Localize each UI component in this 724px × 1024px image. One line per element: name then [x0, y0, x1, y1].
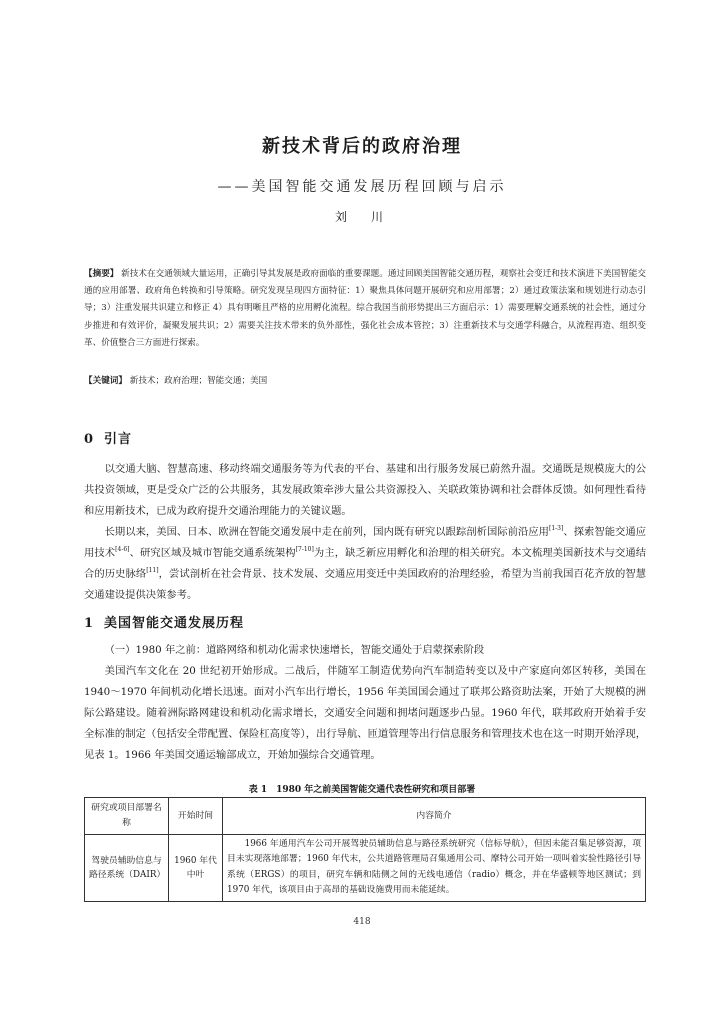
intro-text: 、研究区域及城市智能交通系统架构	[129, 547, 296, 559]
citation: [1-3]	[548, 525, 564, 532]
table-cell-time: 1960 年代中叶	[169, 835, 223, 902]
section-heading-intro	[84, 428, 132, 447]
abstract-text: 新技术在交通领域大量运用，正确引导其发展是政府面临的重要课题。通过回顾美国智能交通历程，观察社会变迁和技术演进下美国智能交通的应用部署、政府角色转换和引导策略。研究发现呈现四方面特征：1）聚焦具体问题开展研究和应用部署；2）通过政策法案和规划进行动态引导；3）注重发展共识建立和修正 4）具有明晰且严格的应用孵化流程。综合我国当前形势提出三方面启示：1）需要理解交通系统的社会性，通过分步推进和有效评价，凝聚发展共识；2）需要关注技术带来的负外部性，强化社会成本管控；3）注重新技术与交通学科融合，从流程再造、组织变革、价值整合三方面进行探索。	[84, 269, 646, 348]
column-header: 研究或项目部署名称	[85, 798, 169, 835]
paper-title: 新技术背后的政府治理	[262, 136, 462, 157]
intro-paragraph-2	[84, 522, 646, 606]
section-title: 美国智能交通发展历程	[104, 616, 245, 631]
table-cell-name: 驾驶员辅助信息与路径系统（DAIR）	[85, 835, 169, 902]
table-cell-description: 1966 年通用汽车公司开展驾驶员辅助信息与路径系统研究（信标导航），但因未能召集足够资源，项目未实现落地部署；1960 年代末，公共道路管理局召集通用公司、摩特公司开始一项叫着实验性路径引导系统（ERGS）的项目，研究车辆和陆侧之间的无线电通信（radio）概念，并在华盛顿等地区测试；到 1970 年代，该项目由于高昂的基础设施费用而未能延续。	[223, 835, 646, 902]
citation: [11]	[146, 567, 159, 574]
citation: [4-6]	[115, 546, 130, 553]
intro-text: 为主，缺乏新应用孵化和治理的相关研究。本文梳理美国新技术与交通结合的历史脉络	[84, 547, 647, 580]
section-number: 0	[84, 432, 95, 447]
intro-text: ，尝试剖析在社会背景、技术发展、交通应用变迁中美国政府的治理经验，希望为当前我国百花齐放的智慧交通建设提供决策参考。	[84, 568, 647, 601]
keywords-label: 【关键词】	[84, 376, 127, 386]
section-number: 1	[84, 616, 95, 631]
section-title: 引言	[104, 432, 133, 447]
table-header-row	[85, 798, 646, 835]
table-caption: 表 1 1980 年之前美国智能交通代表性研究和项目部署	[248, 785, 476, 795]
page-number: 418	[353, 917, 371, 927]
keywords-text: 新技术；政府治理；智能交通；美国	[129, 376, 268, 386]
abstract-label: 【摘要】	[84, 269, 119, 279]
column-header: 开始时间	[169, 798, 223, 835]
paper-subtitle: ——美国智能交通发展历程回顾与启示	[217, 179, 507, 195]
abstract	[84, 266, 646, 352]
subsection-heading: （一）1980 年之前：道路网络和机动化需求快速增长，智能交通处于启蒙探索阶段	[104, 644, 485, 656]
intro-paragraph-1: 以交通大脑、智慧高速、移动终端交通服务等为代表的平台、基建和出行服务发展已蔚然升温。交通既是规模庞大的公共投资领域，更是受众广泛的公共服务，其发展政策牵涉大量公共资源投入、关联政策协调和社会群体反馈。如何理性看待和应用新技术，已成为政府提升交通治理能力的关键议题。	[84, 463, 646, 517]
intro-text: 、探索智能交通应用技术	[84, 526, 647, 559]
citation: [7-10]	[295, 546, 314, 553]
table-row	[85, 835, 646, 902]
author-name: 刘 川	[334, 210, 389, 224]
history-paragraph: 美国汽车文化在 20 世纪初开始形成。二战后，伴随军工制造优势向汽车制造转变以及中产家庭向郊区转移，美国在 1940～1970 年间机动化增长迅速。面对小汽车出行增长，1956 年美国国会通过了联邦公路资助法案，开始了大规模的洲际公路建设。随着洲际路网建设和机动化需求增长，交通安全问题和拥堵问题逐步凸显。1960 年代，联邦政府开始着手安全标准的制定（包括安全带配置、保险杠高度等），出行导航、匝道管理等出行信息服务和管理技术也在这一时期开始浮现，见表 1。1966 年美国交通运输部成立，开始加强综合交通管理。	[84, 665, 646, 761]
column-header: 内容简介	[223, 798, 646, 835]
intro-text: 长期以来，美国、日本、欧洲在智能交通发展中走在前列，国内既有研究以跟踪剖析国际前沿应用	[104, 526, 549, 538]
keywords	[84, 374, 646, 388]
section-heading-history	[84, 612, 244, 631]
data-table	[84, 797, 646, 902]
